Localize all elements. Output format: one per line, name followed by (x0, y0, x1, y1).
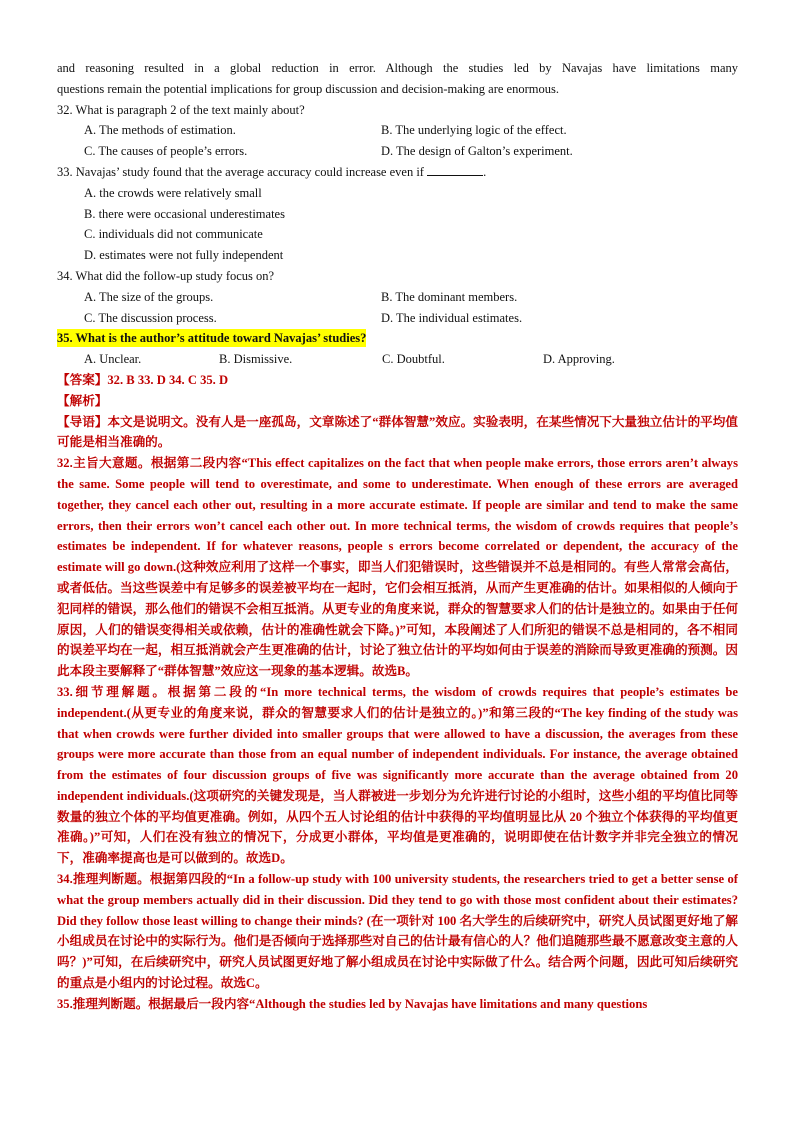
q35-stem-highlighted: 35. What is the author’s attitude toward Navajas’ studies? (57, 331, 367, 346)
q33-option-c: C. individuals did not communicate (84, 227, 263, 242)
q34-stem: 34. What did the follow-up study focus on? (57, 268, 275, 283)
analysis-heading: 【解析】 (57, 393, 108, 408)
q32-options-row-1 (57, 120, 738, 141)
q35-option-b: B. Dismissive. (219, 352, 293, 367)
q35-option-c: C. Doubtful. (382, 352, 445, 367)
q33-option-b: B. there were occasional underestimates (84, 206, 285, 221)
intro-line-1: and reasoning resulted in a global reduction in error. Although the studies led by Navajas have limitations many (57, 61, 738, 75)
q33-stem-end: . (483, 164, 487, 179)
q34-option-b: B. The dominant members. (381, 289, 518, 304)
q33-stem: 33. Navajas’ study found that the average accuracy could increase even if (57, 164, 424, 179)
q32-option-a: A. The methods of estimation. (84, 123, 236, 138)
q35-stem-line (57, 328, 738, 349)
q32-option-d: D. The design of Galton’s experiment. (381, 144, 573, 159)
q35-options (84, 349, 738, 370)
q32-stem: 32. What is paragraph 2 of the text mainly about? (57, 102, 305, 117)
q34-options-row-2 (57, 308, 738, 329)
q35-option-d: D. Approving. (543, 352, 615, 367)
answer-key: 【答案】32. B 33. D 34. C 35. D (57, 372, 229, 387)
explanation-32: 32.主旨大意题。根据第二段内容“This effect capitalizes on the fact that when people make errors, those errors aren’t always the same. Some people will tend to overestimate, and some to underestimate. When enough of these errors are averaged together, they cancel each other out, resulting in a more accurate estimate. If people are similar and tend to make the same errors, then their errors won’t cancel each other out. In more technical terms, the wisdom of crowds requires that people’s estimates be independent. If for whatever reasons, people s errors become correlated or dependent, the accuracy of the estimate will go down.(这种效应利用了这样一个事实，即当人们犯错误时，这些错误并不总是相同的。有些人常常会高估，或者低估。当这些误差中有足够多的误差被平均在一起时，它们会相互抵消，从而产生更准确的估计。如果相似的人倾向于犯同样的错误，那么他们的错误不会相互抵消。从更专业的角度来说，群众的智慧要求人们的估计是独立的。如果由于任何原因，人们的错误变得相关或依赖，估计的准确性就会下降。)”可知，本段阐述了人们所犯的错误不总是相同的，各不相同的误差平均在一起，相互抵消就会产生更准确的估计，讨论了独立估计的平均如何由于误差的消除而导致更准确的预测。因此本段主要解释了“群体智慧”效应这一现象的基本逻辑。故选B。 (57, 456, 738, 679)
q34-option-d: D. The individual estimates. (381, 310, 523, 325)
explanation-33: 33.细节理解题。根据第二段的“In more technical terms, the wisdom of crowds requires that people’s estimates be independent.(从更专业的角度来说，群众的智慧要求人们的估计是独立的。)”和第三段的“The key finding of the study was that when crowds were further divided into smaller groups that were allowed to have a discussion, the averages from these groups were more accurate than those from an equal number of independent individuals. For instance, the average obtained from the estimates of four discussion groups of five was significantly more accurate than the average obtained from 20 independent individuals.(这项研究的关键发现是，当人群被进一步划分为允许进行讨论的小组时，这些小组的平均值比同等数量的独立个体的平均值更准确。例如，从四个五人讨论组的估计中获得的平均值明显比从 20 个独立个体获得的平均值更准确。)”可知，人们在没有独立的情况下，分成更小群体，平均值是更准确的，说明即使在估计数字并非完全独立的情况下，准确率提高也是可以做到的。故选D。 (57, 684, 738, 866)
q34-option-a: A. The size of the groups. (84, 289, 214, 304)
q32-option-c: C. The causes of people’s errors. (84, 144, 248, 159)
q32-option-b: B. The underlying logic of the effect. (381, 123, 567, 138)
q33-option-d: D. estimates were not fully independent (84, 248, 284, 263)
q34-options-row-1 (57, 287, 738, 308)
q35-option-a: A. Unclear. (84, 352, 142, 367)
guide-paragraph: 【导语】本文是说明文。没有人是一座孤岛，文章陈述了“群体智慧”效应。实验表明，在某些情况下大量独立估计的平均值可能是相当准确的。 (57, 414, 738, 450)
explanation-34: 34.推理判断题。根据第四段的“In a follow-up study with 100 university students, the researchers tried to get a better sense of what the group members actually did in their discussion. Did they tend to go with those most confident about their estimates? Did they follow those least willing to change their minds? (在一项针对 100 名大学生的后续研究中，研究人员试图更好地了解小组成员在讨论中的实际行为。他们是否倾向于选择那些对自己的估计最有信心的人？他们追随那些最不愿意改变主意的人吗？)”可知，在后续研究中，研究人员试图更好地了解小组成员在讨论中实际做了什么。结合两个问题，因此可知后续研究的重点是小组内的讨论过程。故选C。 (57, 872, 738, 991)
answer-blank (427, 163, 483, 176)
explanation-35: 35.推理判断题。根据最后一段内容“Although the studies led by Navajas have limitations and many questions (57, 996, 648, 1011)
q34-option-c: C. The discussion process. (84, 310, 217, 325)
q33-option-a: A. the crowds were relatively small (84, 185, 262, 200)
intro-line-2: questions remain the potential implications for group discussion and decision-making are enormous. (57, 81, 559, 96)
q33-stem-line (57, 162, 738, 183)
q32-options-row-2 (57, 141, 738, 162)
